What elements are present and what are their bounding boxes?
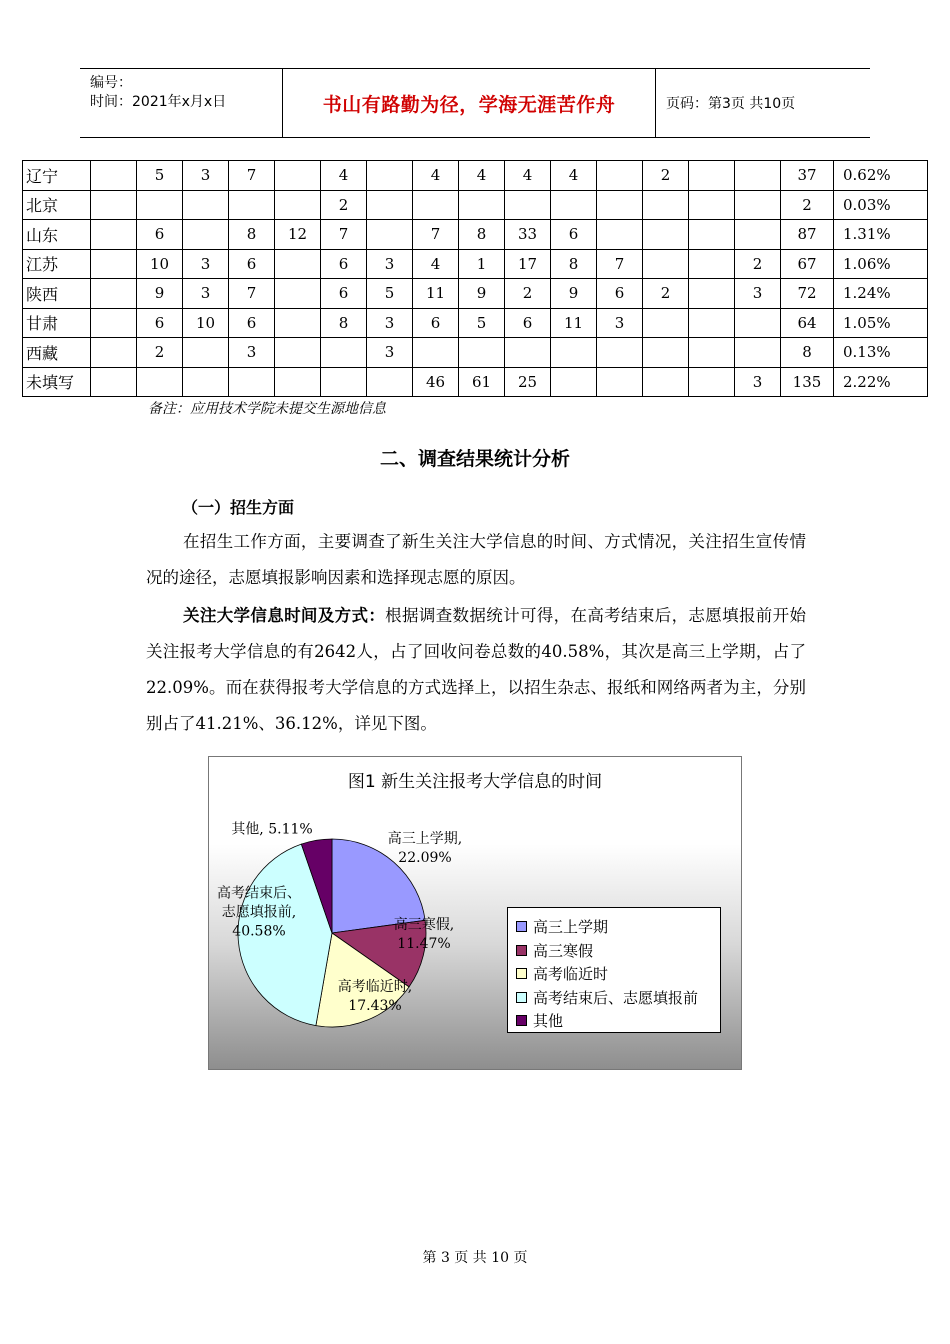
total-cell: 72 [781, 279, 834, 309]
count-cell [551, 367, 597, 397]
slice-label: 高三寒假, 11.47% [393, 917, 455, 952]
count-cell: 12 [275, 220, 321, 250]
count-cell [643, 249, 689, 279]
count-cell [735, 161, 781, 191]
table-row [23, 279, 928, 309]
slice-label: 高考结束后、 志愿填报前, 40.58% [217, 885, 301, 940]
count-cell [91, 249, 137, 279]
paragraph-body: 根据调查数据统计可得，在高考结束后，志愿填报前开始关注报考大学信息的有2642人，占了回收问卷总数的40.58%，其次是高三上学期，占了22.09%。而在获得报考大学信息的方式选择上，以招生杂志、报纸和网络两者为主，分别别占了41.21%、36.12%，详见下图。 [146, 606, 807, 733]
count-cell [413, 190, 459, 220]
paragraph-recruitment: 在招生工作方面，主要调查了新生关注大学信息的时间、方式情况，关注招生宣传情况的途径，志愿填报影响因素和选择现志愿的原因。 [146, 532, 806, 587]
province-cell: 甘肃 [23, 308, 91, 338]
total-cell: 2 [781, 190, 834, 220]
count-cell: 2 [137, 338, 183, 368]
table-row [23, 308, 928, 338]
count-cell: 61 [459, 367, 505, 397]
chart-title: 图1 新生关注报考大学信息的时间 [347, 772, 603, 792]
count-cell: 6 [413, 308, 459, 338]
count-cell: 6 [597, 279, 643, 309]
section-title: 二、调查结果统计分析 [379, 448, 570, 470]
percent-cell: 1.24% [834, 279, 928, 309]
header-page-cell [656, 69, 870, 137]
count-cell [689, 249, 735, 279]
count-cell: 9 [551, 279, 597, 309]
count-cell: 9 [459, 279, 505, 309]
count-cell [643, 338, 689, 368]
province-cell: 辽宁 [23, 161, 91, 191]
province-table [22, 160, 928, 397]
count-cell: 3 [183, 279, 229, 309]
percent-cell: 0.62% [834, 161, 928, 191]
count-cell: 1 [459, 249, 505, 279]
count-cell: 8 [321, 308, 367, 338]
count-cell: 5 [367, 279, 413, 309]
count-cell [689, 279, 735, 309]
count-cell: 5 [459, 308, 505, 338]
table-row [23, 338, 928, 368]
count-cell [275, 367, 321, 397]
percent-cell: 1.06% [834, 249, 928, 279]
count-cell [551, 338, 597, 368]
header-page-code: 页码：第3页 共10页 [666, 96, 796, 112]
count-cell: 25 [505, 367, 551, 397]
page-footer: 第 3 页 共 10 页 [422, 1250, 528, 1266]
count-cell [137, 190, 183, 220]
count-cell [505, 190, 551, 220]
count-cell [367, 190, 413, 220]
percent-cell: 0.03% [834, 190, 928, 220]
count-cell [183, 338, 229, 368]
count-cell: 3 [229, 338, 275, 368]
paragraph-lead: 关注大学信息时间及方式： [183, 606, 386, 625]
legend-label: 其他 [533, 1012, 564, 1031]
table-row [23, 190, 928, 220]
header-left-cell [80, 69, 283, 137]
total-cell: 135 [781, 367, 834, 397]
pie-chart [208, 756, 742, 1070]
count-cell [275, 249, 321, 279]
count-cell [275, 161, 321, 191]
count-cell: 5 [137, 161, 183, 191]
table-row [23, 220, 928, 250]
count-cell [183, 220, 229, 250]
count-cell: 11 [413, 279, 459, 309]
legend-label: 高三上学期 [533, 918, 609, 937]
count-cell: 6 [505, 308, 551, 338]
count-cell [597, 161, 643, 191]
count-cell [689, 220, 735, 250]
percent-cell: 2.22% [834, 367, 928, 397]
province-cell: 北京 [23, 190, 91, 220]
legend-item [516, 986, 720, 1010]
legend-item [516, 1009, 720, 1033]
count-cell [689, 308, 735, 338]
legend-label: 高考结束后、志愿填报前 [533, 988, 699, 1007]
count-cell: 6 [229, 249, 275, 279]
total-cell: 87 [781, 220, 834, 250]
count-cell: 2 [321, 190, 367, 220]
count-cell [413, 338, 459, 368]
count-cell [689, 367, 735, 397]
count-cell: 46 [413, 367, 459, 397]
count-cell: 7 [229, 161, 275, 191]
count-cell: 9 [137, 279, 183, 309]
count-cell [229, 367, 275, 397]
count-cell [367, 220, 413, 250]
header-motto-cell [283, 69, 656, 137]
count-cell: 17 [505, 249, 551, 279]
count-cell [137, 367, 183, 397]
count-cell [275, 338, 321, 368]
count-cell: 6 [321, 279, 367, 309]
total-cell: 64 [781, 308, 834, 338]
header-code-label: 编号： [90, 75, 132, 91]
count-cell [735, 190, 781, 220]
count-cell [91, 161, 137, 191]
chart-legend [507, 907, 721, 1033]
count-cell: 3 [735, 367, 781, 397]
count-cell [91, 190, 137, 220]
count-cell [91, 367, 137, 397]
legend-swatch [516, 945, 527, 956]
count-cell: 7 [413, 220, 459, 250]
count-cell [321, 367, 367, 397]
count-cell [689, 338, 735, 368]
slice-label: 高三上学期, 22.09% [387, 831, 463, 866]
paragraph-info-time [146, 598, 806, 742]
count-cell [275, 308, 321, 338]
count-cell [459, 190, 505, 220]
header-motto: 书山有路勤为径，学海无涯苦作舟 [322, 93, 616, 116]
count-cell: 6 [137, 220, 183, 250]
province-cell: 山东 [23, 220, 91, 250]
count-cell: 8 [551, 249, 597, 279]
table-note: 备注：应用技术学院未提交生源地信息 [148, 401, 386, 417]
count-cell [735, 338, 781, 368]
count-cell [735, 308, 781, 338]
count-cell: 4 [321, 161, 367, 191]
count-cell [643, 308, 689, 338]
count-cell: 3 [735, 279, 781, 309]
count-cell: 4 [459, 161, 505, 191]
count-cell [275, 190, 321, 220]
count-cell [91, 220, 137, 250]
subheading: （一）招生方面 [182, 498, 295, 517]
legend-item [516, 915, 720, 939]
count-cell [689, 161, 735, 191]
province-cell: 未填写 [23, 367, 91, 397]
legend-label: 高考临近时 [533, 965, 609, 984]
total-cell: 37 [781, 161, 834, 191]
count-cell: 3 [597, 308, 643, 338]
count-cell [597, 190, 643, 220]
legend-item [516, 939, 720, 963]
count-cell: 11 [551, 308, 597, 338]
count-cell: 2 [643, 279, 689, 309]
table-row [23, 367, 928, 397]
count-cell: 3 [367, 308, 413, 338]
percent-cell: 0.13% [834, 338, 928, 368]
legend-swatch [516, 968, 527, 979]
count-cell: 33 [505, 220, 551, 250]
table-row [23, 161, 928, 191]
count-cell [321, 338, 367, 368]
count-cell [505, 338, 551, 368]
count-cell: 10 [137, 249, 183, 279]
count-cell [597, 367, 643, 397]
count-cell: 3 [183, 161, 229, 191]
legend-label: 高三寒假 [533, 941, 594, 960]
count-cell: 6 [229, 308, 275, 338]
count-cell [643, 190, 689, 220]
percent-cell: 1.05% [834, 308, 928, 338]
count-cell: 10 [183, 308, 229, 338]
count-cell: 7 [597, 249, 643, 279]
page-header [80, 68, 870, 138]
count-cell: 4 [413, 161, 459, 191]
legend-swatch [516, 1015, 527, 1026]
count-cell: 8 [229, 220, 275, 250]
count-cell: 3 [367, 249, 413, 279]
count-cell: 2 [735, 249, 781, 279]
count-cell [183, 190, 229, 220]
province-cell: 西藏 [23, 338, 91, 368]
count-cell [367, 161, 413, 191]
count-cell: 6 [321, 249, 367, 279]
count-cell: 6 [137, 308, 183, 338]
count-cell [643, 220, 689, 250]
slice-label: 高考临近时, 17.43% [337, 979, 413, 1014]
count-cell [275, 279, 321, 309]
count-cell: 3 [367, 338, 413, 368]
count-cell [91, 279, 137, 309]
legend-swatch [516, 921, 527, 932]
percent-cell: 1.31% [834, 220, 928, 250]
count-cell: 6 [551, 220, 597, 250]
header-time-label: 时间：2021年x月x日 [90, 94, 227, 110]
count-cell [735, 220, 781, 250]
count-cell: 3 [183, 249, 229, 279]
slice-label: 其他, 5.11% [231, 821, 313, 838]
count-cell: 4 [551, 161, 597, 191]
province-cell: 陕西 [23, 279, 91, 309]
count-cell [551, 190, 597, 220]
province-table-body [23, 161, 928, 397]
legend-swatch [516, 992, 527, 1003]
province-cell: 江苏 [23, 249, 91, 279]
table-row [23, 249, 928, 279]
total-cell: 67 [781, 249, 834, 279]
count-cell [91, 338, 137, 368]
count-cell: 8 [459, 220, 505, 250]
count-cell: 7 [321, 220, 367, 250]
count-cell: 7 [229, 279, 275, 309]
count-cell [597, 338, 643, 368]
count-cell: 2 [505, 279, 551, 309]
count-cell [183, 367, 229, 397]
count-cell [597, 220, 643, 250]
count-cell [689, 190, 735, 220]
count-cell [91, 308, 137, 338]
total-cell: 8 [781, 338, 834, 368]
count-cell [367, 367, 413, 397]
count-cell [643, 367, 689, 397]
count-cell [229, 190, 275, 220]
count-cell [459, 338, 505, 368]
count-cell: 2 [643, 161, 689, 191]
count-cell: 4 [505, 161, 551, 191]
count-cell: 4 [413, 249, 459, 279]
legend-item [516, 962, 720, 986]
